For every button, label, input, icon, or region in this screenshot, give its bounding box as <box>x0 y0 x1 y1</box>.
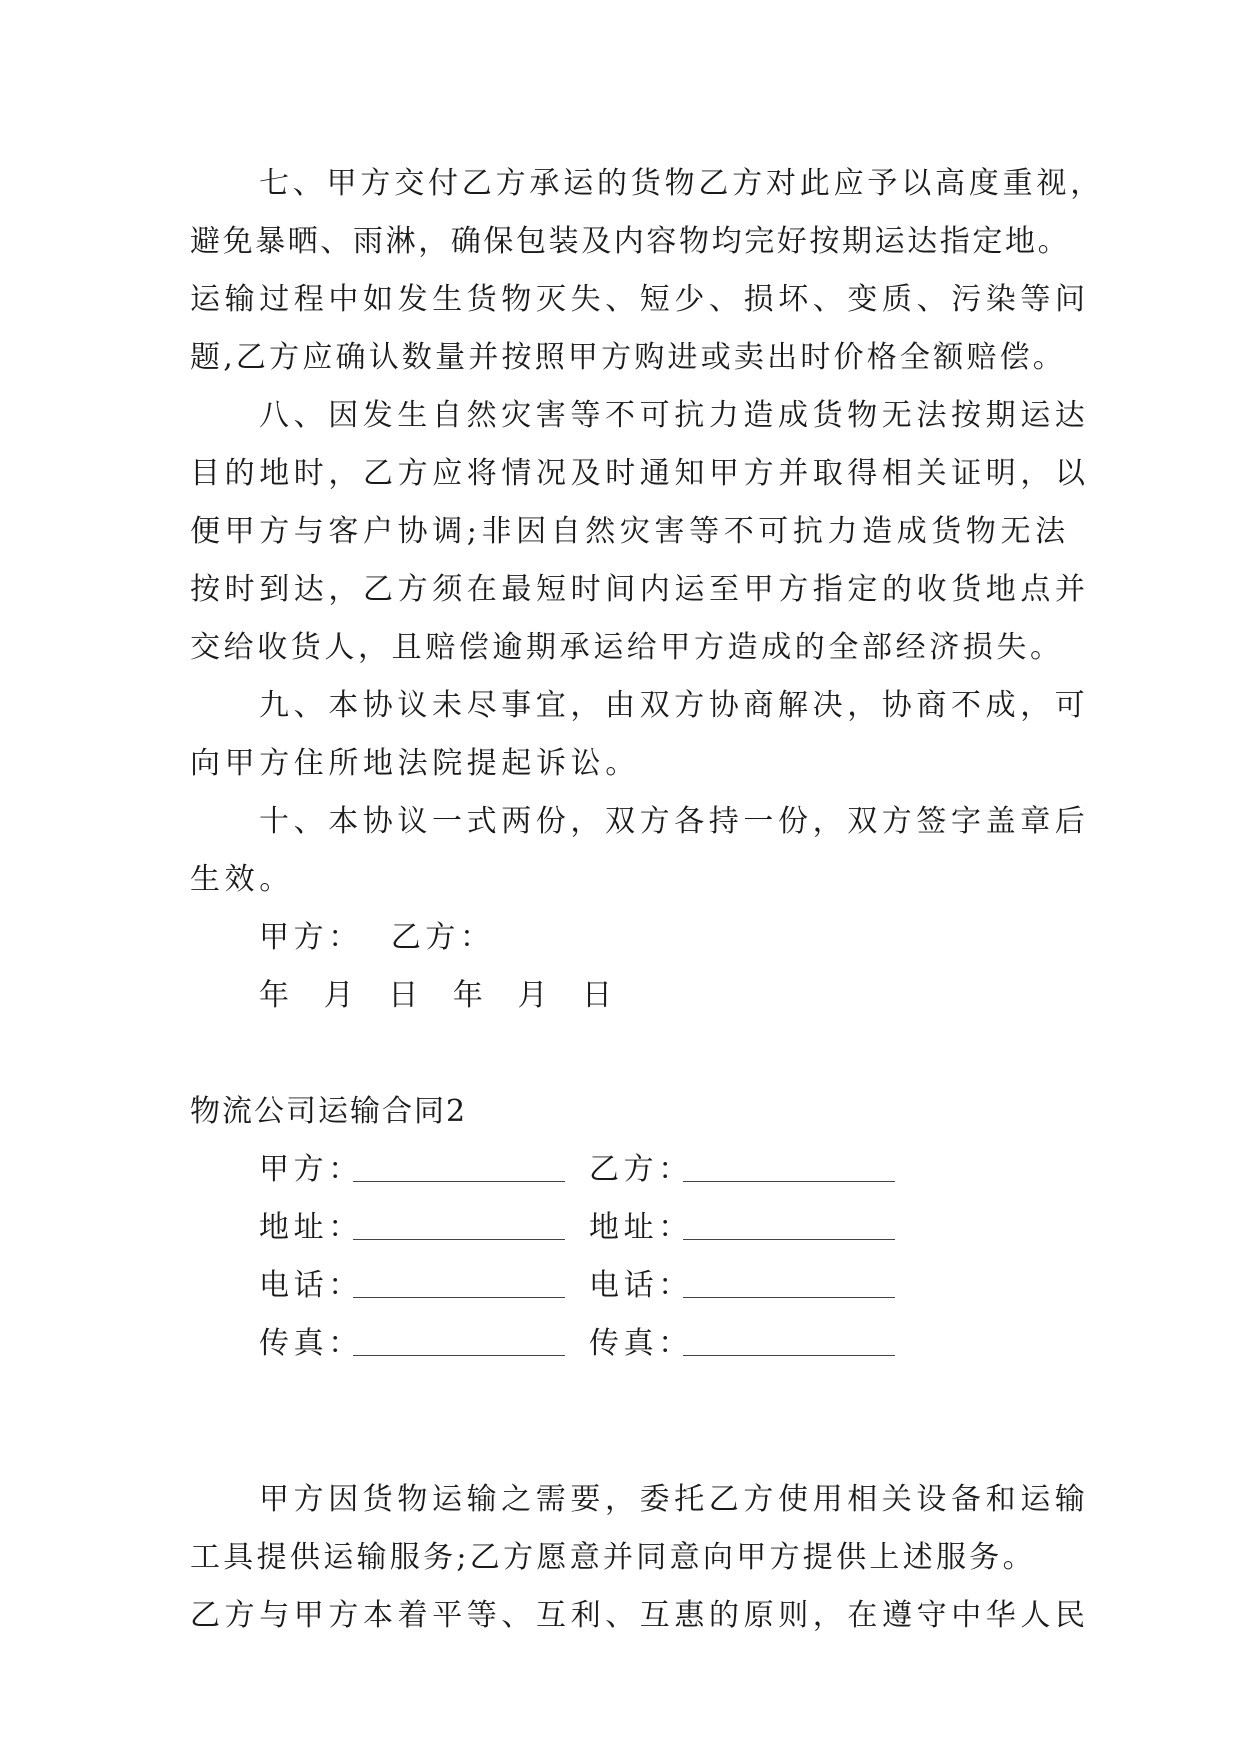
address-b-blank <box>683 1239 895 1240</box>
date-year-1: 年 <box>259 978 294 1013</box>
party-a-field <box>259 1150 363 1190</box>
clause-8-line-5: 交给收货人，且赔偿逾期承运给甲方造成的全部经济损失。 <box>190 630 1064 665</box>
phone-a-field <box>259 1266 363 1306</box>
signature-party-b: 乙方： <box>390 920 495 955</box>
address-a-blank <box>353 1239 565 1240</box>
intro-line-2: 工具提供运输服务;乙方愿意并同意向甲方提供上述服务。 <box>190 1540 1036 1575</box>
clause-8-line-3: 便甲方与客户协调;非因自然灾害等不可抗力造成货物无法 <box>190 514 1070 549</box>
clause-8-line-1: 八、因发生自然灾害等不可抗力造成货物无法按期运达 <box>259 398 1090 433</box>
party-b-field <box>589 1150 693 1190</box>
fax-a-label: 传真： <box>259 1326 363 1361</box>
contract-2-title: 物流公司运输合同2 <box>190 1094 468 1129</box>
phone-b-blank <box>683 1297 895 1298</box>
clause-8-line-4: 按时到达，乙方须在最短时间内运至甲方指定的收货地点并 <box>190 572 1090 607</box>
date-year-2: 年 <box>452 978 488 1013</box>
signature-party-a: 甲方： <box>259 920 363 955</box>
clause-7-line-2: 避免暴晒、雨淋，确保包装及内容物均完好按期运达指定地。 <box>190 224 1071 259</box>
clause-7-line-4: 题,乙方应确认数量并按照甲方购进或卖出时价格全额赔偿。 <box>190 340 1066 375</box>
date-month-1: 月 <box>323 978 359 1013</box>
fax-b-blank <box>683 1355 895 1356</box>
signature-row <box>259 918 495 958</box>
party-b-label: 乙方： <box>589 1152 693 1187</box>
address-a-field <box>259 1208 363 1248</box>
address-a-label: 地址： <box>259 1210 363 1245</box>
address-b-label: 地址： <box>589 1210 693 1245</box>
clause-7-line-3: 运输过程中如发生货物灭失、短少、损坏、变质、污染等问 <box>190 282 1090 317</box>
fax-a-blank <box>353 1355 565 1356</box>
party-a-blank <box>353 1181 565 1182</box>
fax-b-label: 传真： <box>589 1326 693 1361</box>
clause-10-line-2: 生效。 <box>190 862 294 897</box>
date-day-1: 日 <box>388 978 423 1013</box>
phone-a-blank <box>353 1297 565 1298</box>
fax-a-field <box>259 1324 363 1364</box>
intro-line-1: 甲方因货物运输之需要，委托乙方使用相关设备和运输 <box>259 1482 1090 1517</box>
address-b-field <box>589 1208 693 1248</box>
clause-7-line-1: 七、甲方交付乙方承运的货物乙方对此应予以高度重视， <box>259 166 1104 201</box>
clause-10-line-1: 十、本协议一式两份，双方各持一份，双方签字盖章后 <box>259 804 1090 839</box>
clause-8-line-2: 目的地时，乙方应将情况及时通知甲方并取得相关证明，以 <box>190 456 1090 491</box>
date-row <box>259 976 647 1016</box>
party-b-blank <box>683 1181 895 1182</box>
party-a-label: 甲方： <box>259 1152 363 1187</box>
intro-line-3: 乙方与甲方本着平等、互利、互惠的原则，在遵守中华人民 <box>190 1598 1090 1633</box>
phone-a-label: 电话： <box>259 1268 363 1303</box>
phone-b-label: 电话： <box>589 1268 693 1303</box>
phone-b-field <box>589 1266 693 1306</box>
clause-9-line-2: 向甲方住所地法院提起诉讼。 <box>190 746 640 781</box>
fax-b-field <box>589 1324 693 1364</box>
clause-9-line-1: 九、本协议未尽事宜，由双方协商解决，协商不成，可 <box>259 688 1090 723</box>
date-day-2: 日 <box>582 978 617 1013</box>
date-month-2: 月 <box>517 978 553 1013</box>
